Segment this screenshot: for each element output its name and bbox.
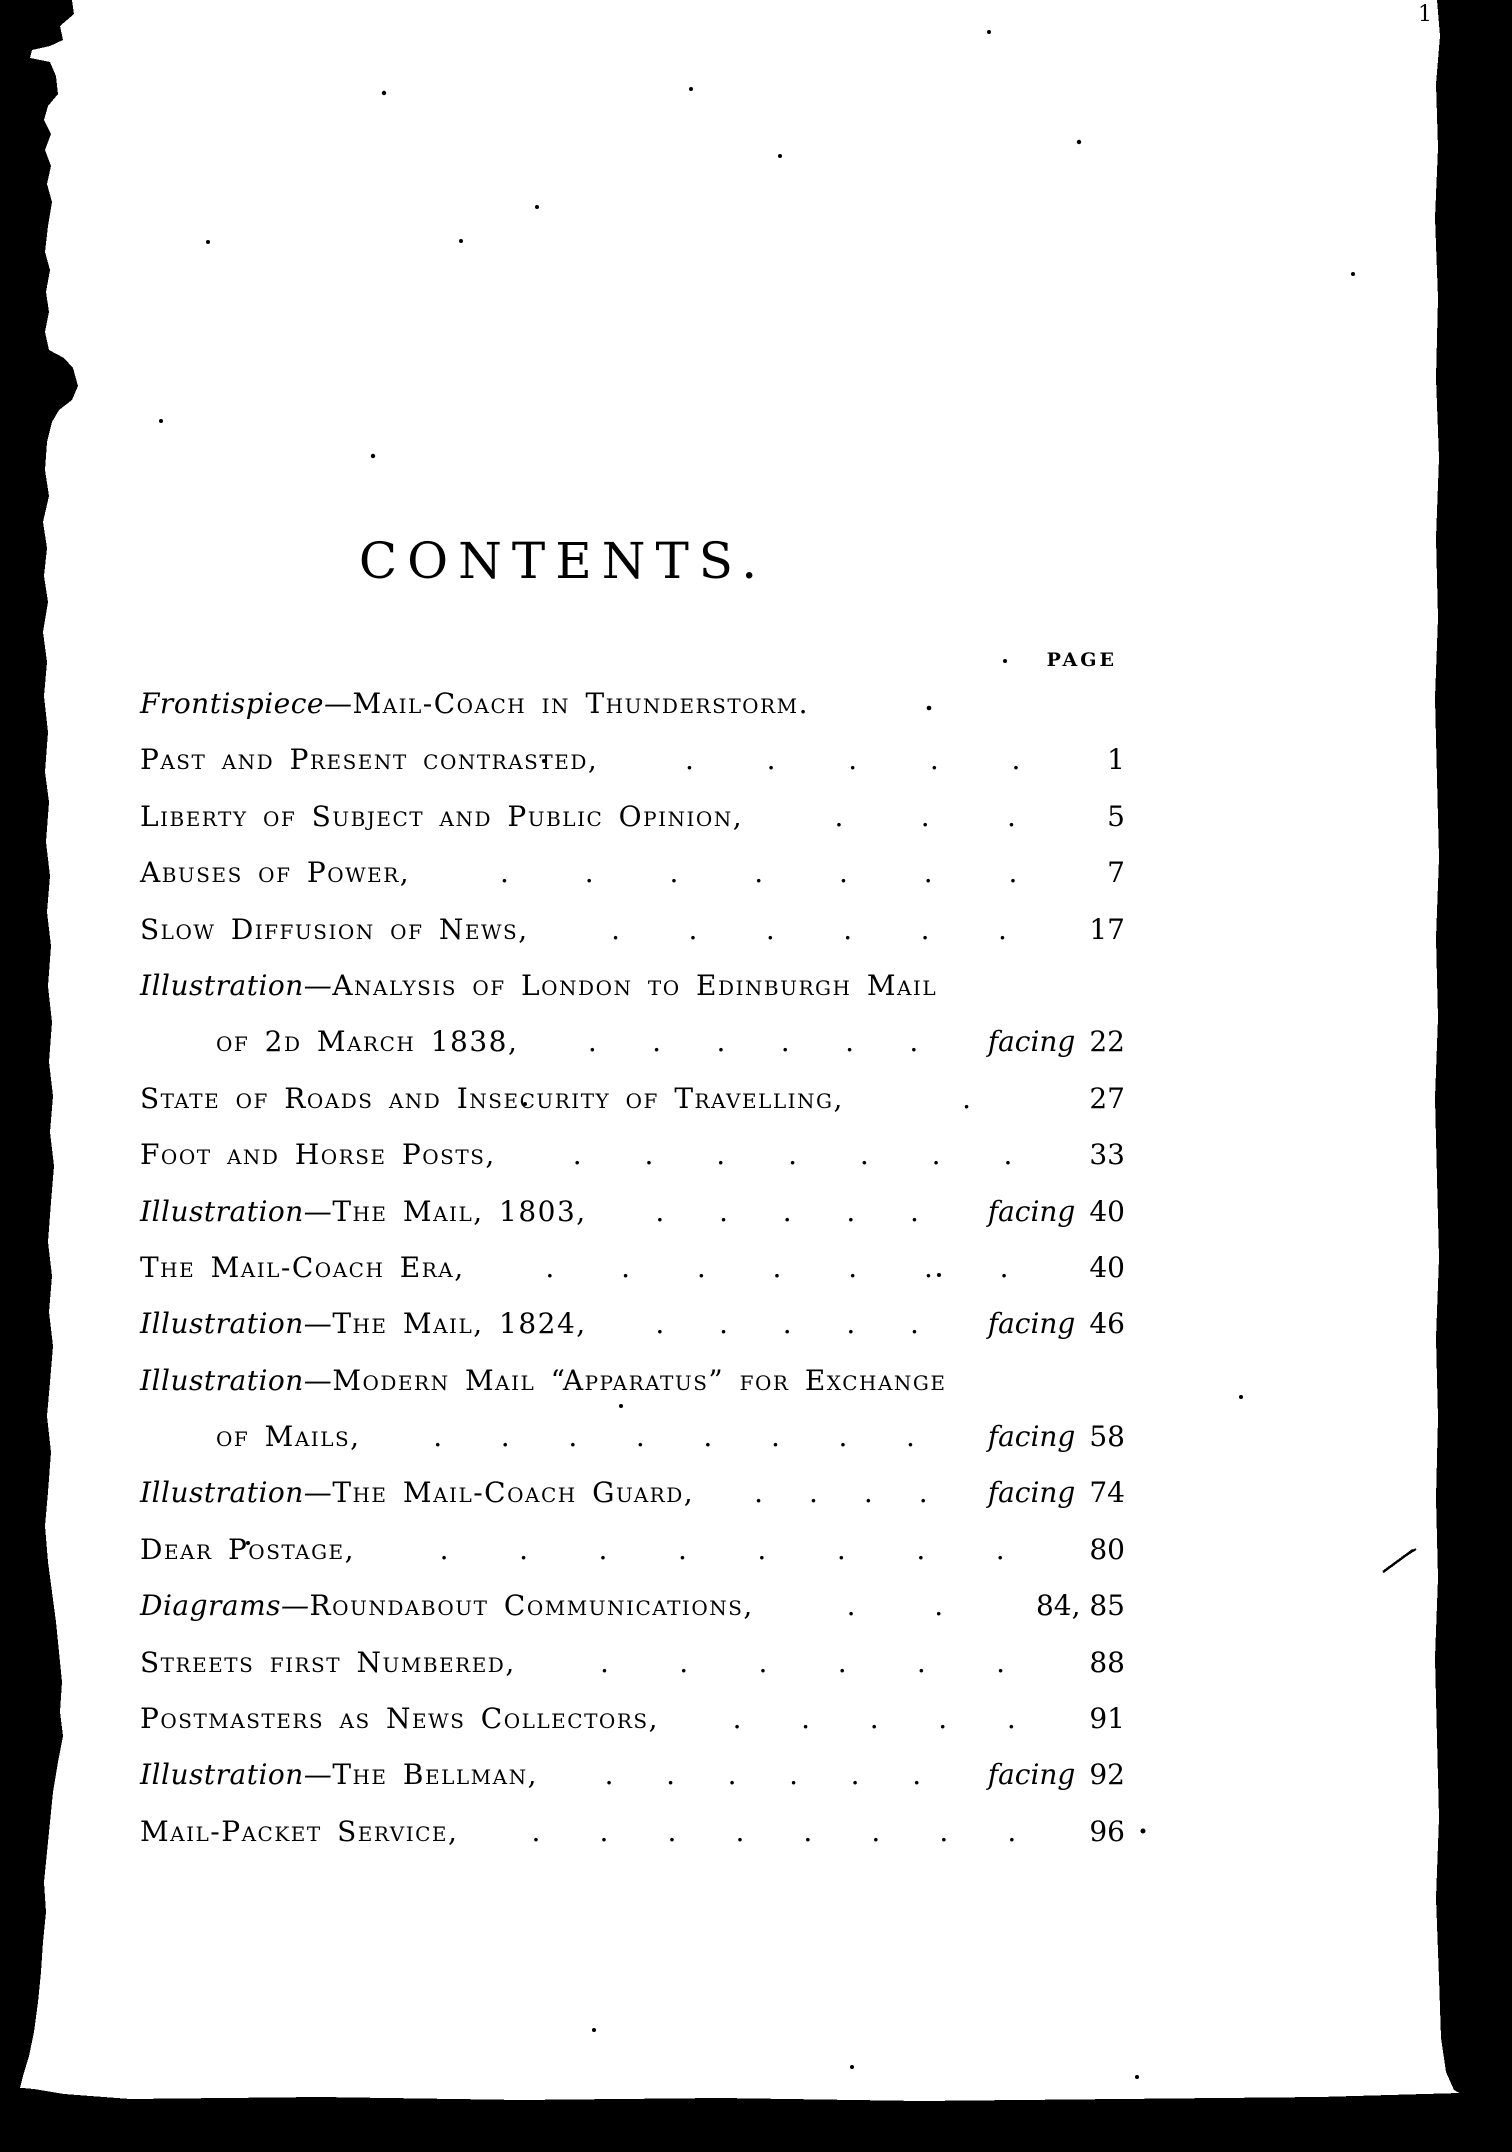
leader-dot: . [938, 1702, 948, 1736]
page-number: 58 [1089, 1420, 1125, 1454]
leader-dot: . [929, 743, 939, 777]
entry-descriptor: Diagrams— [140, 1589, 310, 1623]
leader-dot: . [906, 1420, 915, 1454]
page-number: 5 [1107, 799, 1125, 833]
leader-dot: . [655, 1307, 665, 1341]
leader-dots [510, 1127, 1076, 1183]
leader-dot: . [871, 1814, 881, 1848]
leader-dot: . [1006, 799, 1016, 833]
leader-dot: . [655, 1194, 665, 1228]
page-number: 7 [1107, 856, 1125, 890]
leader-dot: . [931, 1138, 941, 1172]
toc-entry [140, 732, 1125, 788]
leader-dot: . [836, 1532, 846, 1566]
entry-title: The Mail-Coach Era, [140, 1250, 465, 1284]
leader-dot: . [716, 1138, 726, 1172]
leader-dot: . [848, 743, 858, 777]
page-number: 91 [1089, 1702, 1125, 1736]
entry-title: Mail-Coach in Thunderstorm. [352, 687, 809, 720]
leader-dots [708, 1465, 974, 1521]
toc-entry-continuation [140, 1409, 1125, 1465]
page-column-label: PAGE [1046, 649, 1117, 671]
leader-dot: . [846, 1307, 856, 1341]
leader-dot: . [500, 1420, 510, 1454]
toc-entry-illustration [140, 1747, 1125, 1803]
leader-dot: . [918, 1476, 928, 1510]
facing-label: facing [987, 1476, 1076, 1510]
leader-dot: . [772, 1250, 782, 1284]
handwritten-corner-mark: 1 [1418, 2, 1432, 27]
leader-dot: . [834, 799, 844, 833]
facing-label: facing [987, 1194, 1076, 1228]
entry-descriptor: Illustration— [140, 1307, 333, 1341]
pen-stroke-mark [1383, 1550, 1413, 1572]
leader-dot: . [584, 856, 594, 890]
leader-dot: . [789, 1758, 799, 1792]
entry-descriptor: Frontispiece— [140, 687, 353, 720]
leader-dot: . [572, 1138, 582, 1172]
leader-dot: . [909, 1307, 919, 1341]
leader-dot: . [837, 1645, 847, 1679]
leader-dots [543, 902, 1076, 958]
toc-entry-illustration [140, 958, 1125, 1014]
leader-dot: . [912, 1758, 922, 1792]
entry-title: of Mails, [216, 1420, 361, 1454]
leader-dot: . [600, 1645, 609, 1679]
right-scan-edge [1435, 0, 1512, 2104]
leader-dot: . [531, 1814, 541, 1848]
leader-dot: . [500, 856, 509, 890]
facing-label: facing [987, 1758, 1076, 1792]
page-number: 17 [1089, 912, 1125, 946]
leader-dot: . [996, 1645, 1006, 1679]
leader-dot: . [962, 1081, 972, 1115]
leader-dot: . [1003, 1138, 1013, 1172]
entry-descriptor: Illustration— [140, 1363, 333, 1397]
toc-entry [140, 1240, 1125, 1296]
leader-dot: . [766, 743, 776, 777]
leader-dots [612, 732, 1093, 788]
leader-dot: . [838, 1420, 848, 1454]
leader-dot: . [859, 1138, 869, 1172]
leader-dot: . [621, 1250, 631, 1284]
leader-dots [472, 1804, 1075, 1860]
left-scan-edge [0, 0, 78, 2110]
leader-dot: . [679, 1645, 689, 1679]
toc-entry [140, 1804, 1125, 1860]
page-number: 96 [1089, 1814, 1125, 1848]
leader-dot: . [754, 1476, 764, 1510]
leader-dot: . [995, 1532, 1005, 1566]
leader-dot: . [719, 1194, 728, 1228]
page-number: 33 [1089, 1138, 1125, 1172]
entry-title: Past and Present contrasted, [140, 743, 599, 777]
leader-dot: . [863, 1476, 873, 1510]
page-number: 1 [1107, 743, 1125, 777]
entry-title: Dear Postage, [140, 1532, 356, 1566]
leader-dot: . [846, 1194, 856, 1228]
leader-dots [757, 789, 1093, 845]
toc-entry [140, 1127, 1125, 1183]
leader-dot: . [780, 1025, 790, 1059]
entry-title: The Mail-Coach Guard, [332, 1476, 695, 1510]
entry-title: Slow Diffusion of News, [140, 912, 529, 946]
leader-dot: . [611, 912, 620, 946]
toc-entry [140, 1071, 1125, 1127]
entry-title: Liberty of Subject and Public Opinion, [140, 799, 744, 833]
toc-entry [140, 902, 1125, 958]
toc-entry [140, 1522, 1125, 1578]
leader-dot: . [934, 1589, 944, 1623]
leader-dot: . [920, 799, 930, 833]
leader-dots [673, 1691, 1075, 1747]
leader-dot: . [1006, 1702, 1016, 1736]
toc-entry [140, 789, 1125, 845]
leader-dot: . [735, 1814, 745, 1848]
entry-title: State of Roads and Insecurity of Travelling, [140, 1081, 844, 1115]
toc-entry-illustration [140, 1296, 1125, 1352]
pen-stroke-tick [1405, 1549, 1416, 1556]
entry-title: Abuses of Power, [140, 856, 411, 890]
bottom-scan-edge [0, 2086, 1512, 2152]
leader-dot: . [667, 1814, 677, 1848]
leader-dot: . [1011, 743, 1021, 777]
toc-entry [140, 845, 1125, 901]
entry-title: Analysis of London to Edinburgh Mail [332, 968, 938, 1002]
leader-dot: . [716, 1025, 726, 1059]
toc-entry-illustration [140, 1184, 1125, 1240]
toc-entry-illustration [140, 1465, 1125, 1521]
leader-dot: . [545, 1250, 555, 1284]
leader-dot: . [782, 1307, 792, 1341]
leader-dot: . [770, 1420, 780, 1454]
leader-dots [369, 1522, 1075, 1578]
leader-dots [479, 1240, 1076, 1296]
leader-dots [858, 1071, 1075, 1127]
page-number: 40 [1089, 1194, 1125, 1228]
facing-label: facing [987, 1307, 1076, 1341]
leader-dot: . [652, 1025, 662, 1059]
leader-dot: . [916, 1532, 926, 1566]
leader-dots [375, 1409, 974, 1465]
entry-title: Streets first Numbered, [140, 1645, 516, 1679]
toc-entry [140, 1691, 1125, 1747]
leader-dot: . [1007, 1814, 1017, 1848]
toc-entry [140, 1635, 1125, 1691]
leader-dot: . [838, 856, 848, 890]
entry-title: The Mail, 1803, [332, 1194, 587, 1228]
leader-dots [768, 1578, 1022, 1634]
leader-dot: . [803, 1814, 813, 1848]
leader-dot: . [587, 1025, 597, 1059]
leader-dot: . [997, 912, 1007, 946]
page-number: 88 [1089, 1645, 1125, 1679]
page-title: CONTENTS. [358, 532, 768, 590]
leader-dot: . [727, 1758, 737, 1792]
leader-dot: . [568, 1420, 578, 1454]
toc-entry-diagrams [140, 1578, 1125, 1634]
leader-dots [601, 1296, 974, 1352]
entry-title: of 2d March 1838, [216, 1025, 519, 1059]
leader-dot: . [809, 1476, 818, 1510]
page-number: 46 [1089, 1307, 1125, 1341]
entry-title: The Mail, 1824, [332, 1307, 587, 1341]
leader-dot: . [909, 1194, 919, 1228]
leader-dot: . [909, 1025, 919, 1059]
leader-dot: . [635, 1420, 645, 1454]
leader-dot: . [604, 1758, 614, 1792]
leader-dot: . [688, 912, 698, 946]
leader-dot: . [923, 1250, 933, 1284]
entry-descriptor: Illustration— [140, 1476, 333, 1510]
entry-title: Mail-Packet Service, [140, 1814, 459, 1848]
leader-dot: . [666, 1758, 676, 1792]
entry-title: Roundabout Communications, [309, 1589, 754, 1623]
leader-dots [530, 1635, 1076, 1691]
page-number: 92 [1089, 1758, 1125, 1792]
toc-entry-continuation [140, 1014, 1125, 1070]
toc-entry-frontispiece [140, 676, 1125, 732]
leader-dot: . [669, 856, 679, 890]
leader-dot: . [916, 1645, 926, 1679]
leader-dot: . [757, 1532, 767, 1566]
page-number: 74 [1089, 1476, 1125, 1510]
leader-dot: . [788, 1138, 797, 1172]
leader-dot: . [519, 1532, 528, 1566]
leader-dot: . [923, 856, 933, 890]
leader-dot: . [850, 1758, 860, 1792]
leader-dot: . [939, 1814, 949, 1848]
leader-dot: . [869, 1702, 879, 1736]
entry-descriptor: Illustration— [140, 1758, 333, 1792]
leader-dot: . [719, 1307, 728, 1341]
leader-dot: . [782, 1194, 792, 1228]
entry-title: Postmasters as News Collectors, [140, 1702, 659, 1736]
leader-dot: . [677, 1532, 687, 1566]
leader-dot: . [754, 856, 764, 890]
leader-dot: . [846, 1589, 856, 1623]
leader-dot: . [1008, 856, 1018, 890]
facing-label: facing [987, 1420, 1076, 1454]
leader-dot: . [703, 1420, 713, 1454]
entry-descriptor: Illustration— [140, 968, 333, 1002]
entry-title: Modern Mail “Apparatus” for Exchange [332, 1363, 947, 1397]
page-number: 80 [1089, 1532, 1125, 1566]
leader-dot: . [598, 1532, 608, 1566]
leader-dots [532, 1014, 973, 1070]
leader-dot: . [758, 1645, 768, 1679]
entry-title: Foot and Horse Posts, [140, 1138, 496, 1172]
page-number: 27 [1089, 1081, 1125, 1115]
leader-dot: . [848, 1250, 858, 1284]
leader-dot: . [684, 743, 694, 777]
toc-entry-illustration [140, 1353, 1125, 1409]
page-number: 40 [1089, 1250, 1125, 1284]
leader-dot: . [644, 1138, 654, 1172]
entry-descriptor: Illustration— [140, 1194, 333, 1228]
leader-dot: . [696, 1250, 706, 1284]
table-of-contents [140, 676, 1125, 1860]
entry-title: The Bellman, [332, 1758, 538, 1792]
leader-dot: . [433, 1420, 443, 1454]
leader-dot: . [599, 1814, 609, 1848]
leader-dot: . [920, 912, 930, 946]
page-number: 84, 85 [1035, 1589, 1125, 1623]
page-number: 22 [1089, 1025, 1125, 1059]
leader-dot: . [845, 1025, 854, 1059]
leader-dots [552, 1747, 974, 1803]
leader-dot: . [843, 912, 853, 946]
leader-dot: . [765, 912, 775, 946]
leader-dot: . [732, 1702, 742, 1736]
leader-dots [601, 1184, 974, 1240]
facing-label: facing [987, 1025, 1076, 1059]
leader-dot: . [801, 1702, 811, 1736]
leader-dots [424, 845, 1093, 901]
scan-specks [0, 0, 2, 2]
leader-dot: . [999, 1250, 1009, 1284]
leader-dot: . [439, 1532, 449, 1566]
